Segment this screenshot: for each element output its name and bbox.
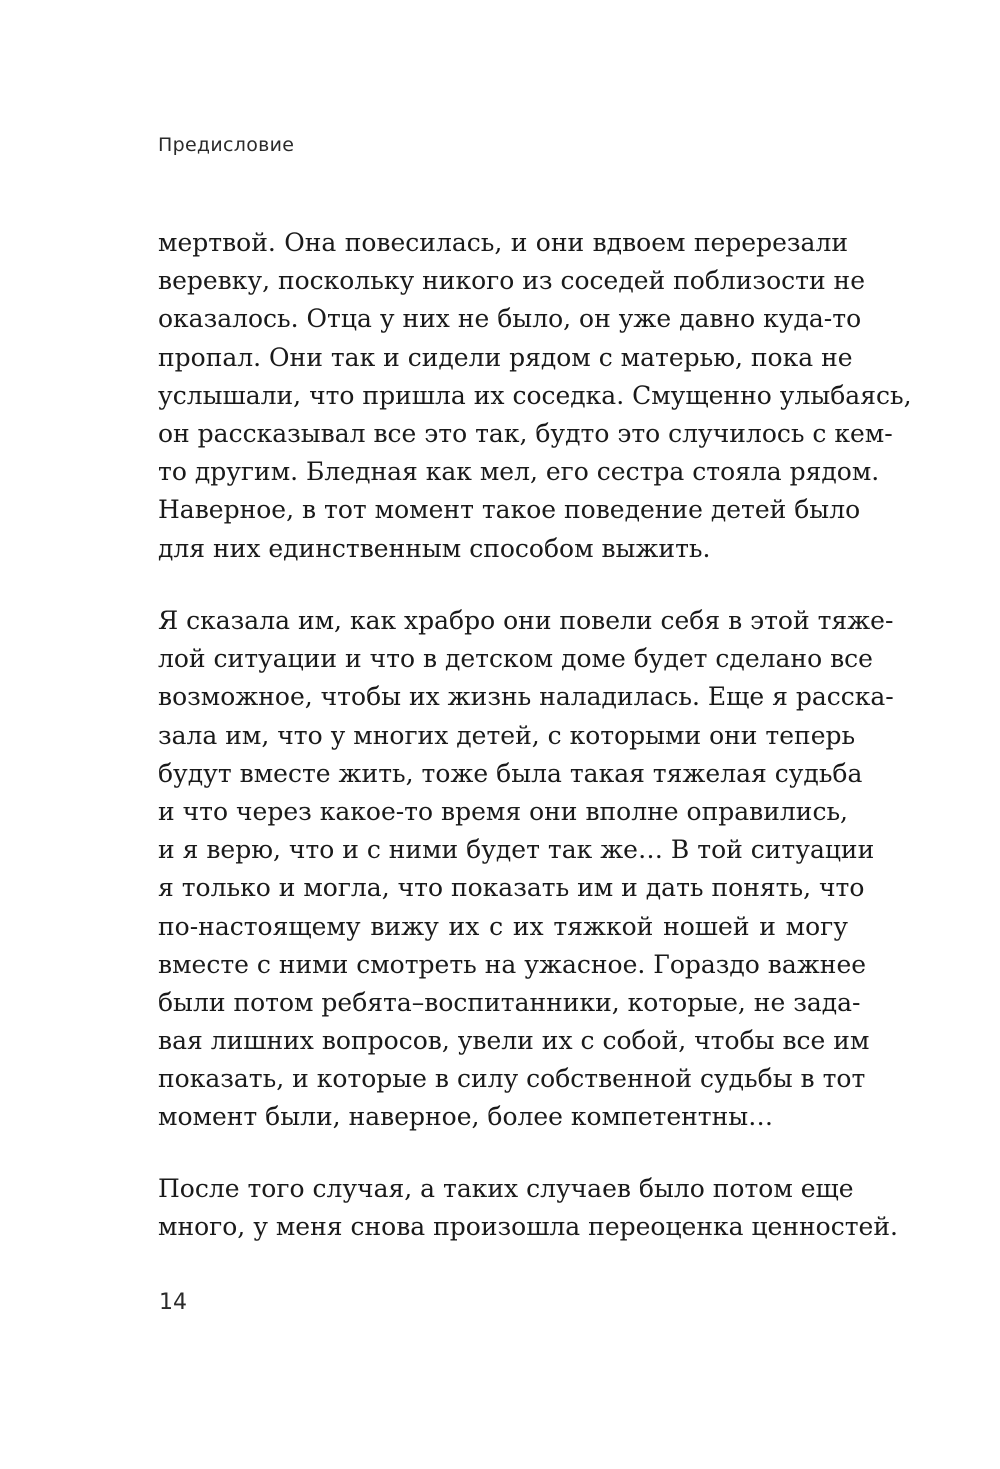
- running-header-title: Предисловие: [158, 134, 295, 156]
- page-number: 14: [159, 1290, 187, 1315]
- text-line: момент были, наверное, более компетентны…: [158, 1102, 774, 1132]
- text-line: по-настоящему вижу их с их тяжкой ношей и могу: [158, 911, 848, 941]
- text-line: пропал. Они так и сидели рядом с матерью, пока не: [158, 342, 853, 372]
- text-line: будут вместе жить, тоже была такая тяжелая судьба: [158, 758, 863, 788]
- text-line: были потом ребята–воспитанники, которые, не зада-: [158, 987, 861, 1017]
- text-line: то другим. Бледная как мел, его сестра стояла рядом.: [158, 457, 880, 487]
- text-line: услышали, что пришла их соседка. Смущенно улыбаясь,: [158, 380, 912, 410]
- paragraph-3: [158, 1170, 898, 1246]
- text-line: После того случая, а таких случаев было потом еще: [158, 1174, 854, 1203]
- text-line: мертвой. Она повесилась, и они вдвоем перерезали: [158, 228, 848, 257]
- text-line: Я сказала им, как храбро они повели себя в этой тяже-: [158, 606, 894, 635]
- paragraph-2: [158, 602, 894, 1137]
- text-line: много, у меня снова произошла переоценка ценностей.: [158, 1212, 898, 1242]
- text-line: я только и могла, что показать им и дать понять, что: [158, 873, 865, 903]
- text-line: и я верю, что и с ними будет так же… В той ситуации: [158, 835, 875, 865]
- text-line: оказалось. Отца у них не было, он уже давно куда-то: [158, 304, 862, 334]
- text-line: Наверное, в тот момент такое поведение детей было: [158, 495, 861, 525]
- text-line: вая лишних вопросов, увели их с собой, чтобы все им: [158, 1026, 870, 1056]
- text-line: для них единственным способом выжить.: [158, 533, 711, 563]
- text-line: показать, и которые в силу собственной судьбы в тот: [158, 1064, 866, 1094]
- text-line: лой ситуации и что в детском доме будет сделано все: [158, 644, 873, 674]
- text-line: веревку, поскольку никого из соседей поблизости не: [158, 266, 866, 296]
- paragraph-1: [158, 224, 912, 568]
- text-line: зала им, что у многих детей, с которыми они теперь: [158, 720, 856, 750]
- text-line: вместе с ними смотреть на ужасное. Гораздо важнее: [158, 949, 867, 979]
- text-line: и что через какое-то время они вполне оправились,: [158, 796, 848, 826]
- text-line: он рассказывал все это так, будто это случилось с кем-: [158, 418, 893, 448]
- text-line: возможное, чтобы их жизнь наладилась. Еще я расска-: [158, 682, 894, 712]
